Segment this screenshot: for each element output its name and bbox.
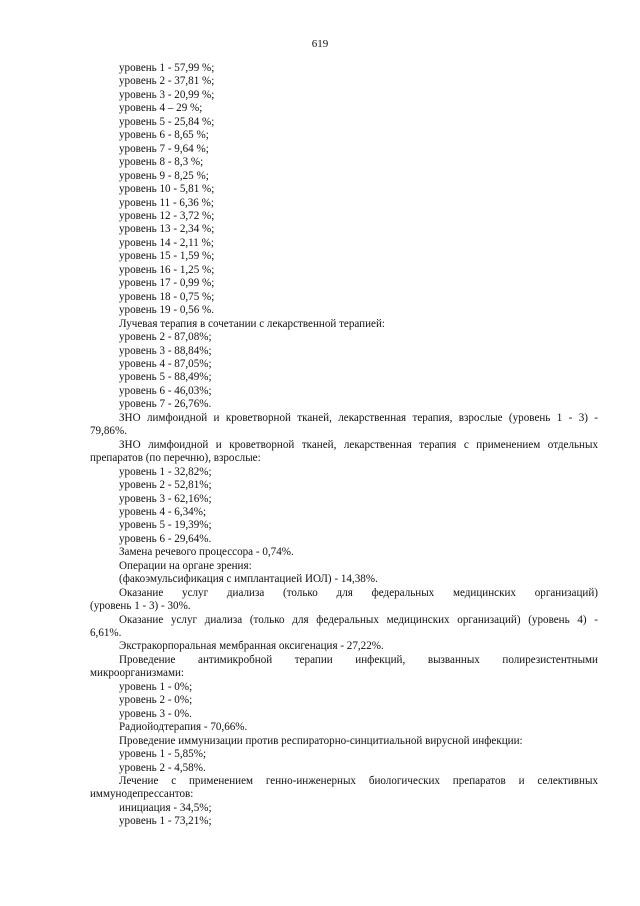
text-line: Лучевая терапия в сочетании с лекарственной терапией: xyxy=(119,317,385,330)
text-line: уровень 3 - 88,84%; xyxy=(119,344,212,357)
text-line: уровень 5 - 19,39%; xyxy=(119,519,212,532)
text-line: уровень 2 - 37,81 %; xyxy=(119,75,215,88)
text-line: уровень 6 - 29,64%. xyxy=(119,532,212,545)
text-line: (факоэмульсификация с имплантацией ИОЛ) - 14,38%. xyxy=(119,573,378,586)
text-line: уровень 2 - 0%; xyxy=(119,694,193,707)
text-line: уровень 18 - 0,75 %; xyxy=(119,290,215,303)
text-line: уровень 9 - 8,25 %; xyxy=(119,169,209,182)
text-line: уровень 8 - 8,3 %; xyxy=(119,156,204,169)
text-line: уровень 7 - 9,64 %; xyxy=(119,142,209,155)
text-line: уровень 4 - 87,05%; xyxy=(119,357,212,370)
text-line: препаратов (по перечню), взрослые: xyxy=(90,452,261,465)
text-line: 79,86%. xyxy=(90,425,127,438)
text-line: уровень 5 - 88,49%; xyxy=(119,371,212,384)
document-body xyxy=(90,62,598,829)
text-line: уровень 17 - 0,99 %; xyxy=(119,277,215,290)
text-line: уровень 1 - 32,82%; xyxy=(119,465,212,478)
text-line: уровень 3 - 62,16%; xyxy=(119,492,212,505)
text-line: Оказание услуг диализа (только для федеральных медицинских организаций) xyxy=(119,586,598,599)
text-line: Экстракорпоральная мембранная оксигенация - 27,22%. xyxy=(119,640,384,653)
text-line: уровень 2 - 4,58%. xyxy=(119,761,206,774)
text-line: уровень 2 - 87,08%; xyxy=(119,331,212,344)
text-line: уровень 10 - 5,81 %; xyxy=(119,183,215,196)
text-line: уровень 2 - 52,81%; xyxy=(119,479,212,492)
text-line: уровень 1 - 57,99 %; xyxy=(119,62,215,74)
text-line: ЗНО лимфоидной и кроветворной тканей, лекарственная терапия с применением отдельных xyxy=(119,438,598,451)
text-line: уровень 14 - 2,11 %; xyxy=(119,236,214,249)
text-line: уровень 3 - 20,99 %; xyxy=(119,88,215,101)
text-line: уровень 15 - 1,59 %; xyxy=(119,250,215,263)
text-line: Проведение антимикробной терапии инфекций, вызванных полирезистентными xyxy=(119,653,598,666)
text-line: уровень 5 - 25,84 %; xyxy=(119,115,215,128)
text-line: инициация - 34,5%; xyxy=(119,801,212,814)
text-line: 6,61%. xyxy=(90,627,122,640)
text-line: уровень 3 - 0%. xyxy=(119,707,192,720)
text-line: микроорганизмами: xyxy=(90,667,185,680)
text-line: уровень 1 - 5,85%; xyxy=(119,748,207,761)
text-line: уровень 6 - 46,03%; xyxy=(119,384,212,397)
text-line: Операции на органе зрения: xyxy=(119,559,252,572)
text-line: Радиойодтерапия - 70,66%. xyxy=(119,721,248,734)
text-line: Замена речевого процессора - 0,74%. xyxy=(119,546,294,559)
text-line: уровень 11 - 6,36 %; xyxy=(119,196,214,209)
text-line: уровень 1 - 0%; xyxy=(119,680,193,693)
text-line: уровень 1 - 73,21%; xyxy=(119,815,212,828)
text-line: уровень 12 - 3,72 %; xyxy=(119,209,215,222)
text-line: уровень 7 - 26,76%. xyxy=(119,398,212,411)
text-line: иммунодепрессантов: xyxy=(90,788,194,801)
text-line: уровень 16 - 1,25 %; xyxy=(119,263,215,276)
text-line: уровень 19 - 0,56 %. xyxy=(119,304,215,317)
text-line: (уровень 1 - 3) - 30%. xyxy=(90,600,191,613)
text-line: Проведение иммунизации против респираторно-синцитиальной вирусной инфекции: xyxy=(119,734,523,747)
text-line: Оказание услуг диализа (только для федеральных медицинских организаций) (уровень 4) - xyxy=(119,613,598,626)
text-line: уровень 4 - 6,34%; xyxy=(119,505,207,518)
text-line: ЗНО лимфоидной и кроветворной тканей, лекарственная терапия, взрослые (уровень 1 - 3) - xyxy=(119,411,598,424)
text-line: Лечение с применением генно-инженерных биологических препаратов и селективных xyxy=(119,775,598,788)
text-line: уровень 4 – 29 %; xyxy=(119,102,203,115)
page-number: 619 xyxy=(311,38,329,50)
text-line: уровень 13 - 2,34 %; xyxy=(119,223,215,236)
text-line: уровень 6 - 8,65 %; xyxy=(119,129,209,142)
